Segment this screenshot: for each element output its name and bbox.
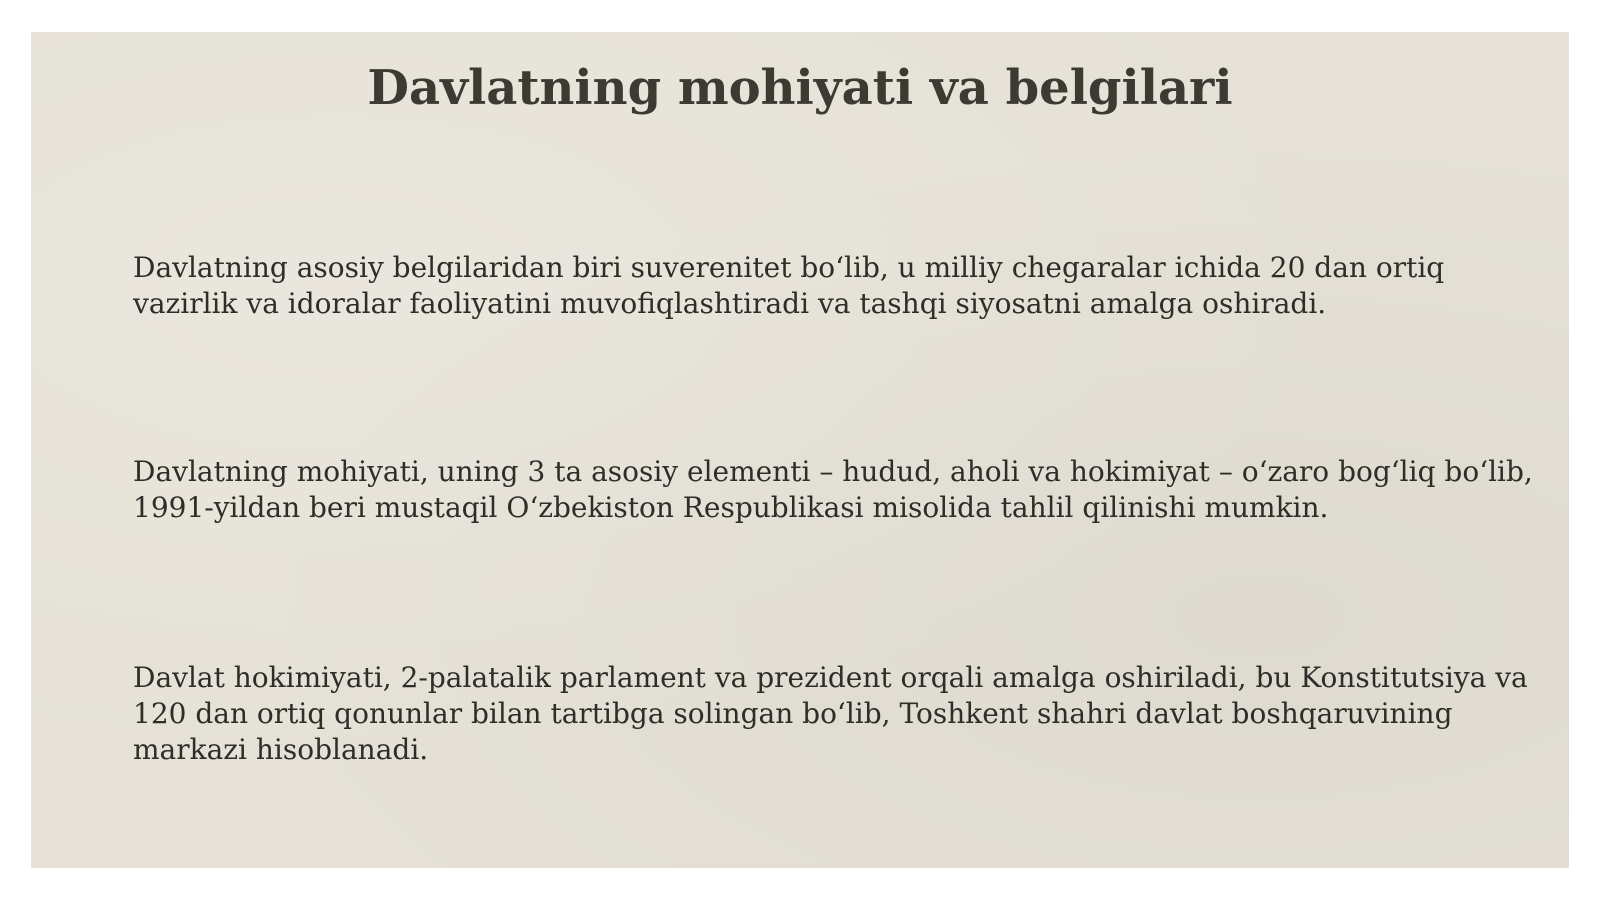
paragraph-state-power: Davlat hokimiyati, 2-palatalik parlament va prezident orqali amalga oshiriladi, bu Konstitutsiya va 120 dan ortiq qonunlar bilan tartibga solingan boʻlib, Toshkent shahri davlat boshqaruvining markazi hisoblanadi. [133,661,1528,766]
paragraph-essence: Davlatning mohiyati, uning 3 ta asosiy elementi – hudud, aholi va hokimiyat – oʻzaro bogʻliq boʻlib, 1991-yildan beri mustaqil Oʻzbekiston Respublikasi misolida tahlil qilinishi mumkin. [133,455,1533,524]
slide [31,32,1569,868]
slide-title: Davlatning mohiyati va belgilari [367,60,1233,116]
paragraph-sovereignty: Davlatning asosiy belgilaridan biri suverenitet boʻlib, u milliy chegaralar ichida 20 dan ortiq vazirlik va idoralar faoliyatini muvofiqlashtiradi va tashqi siyosatni amalga oshiradi. [133,251,1445,320]
